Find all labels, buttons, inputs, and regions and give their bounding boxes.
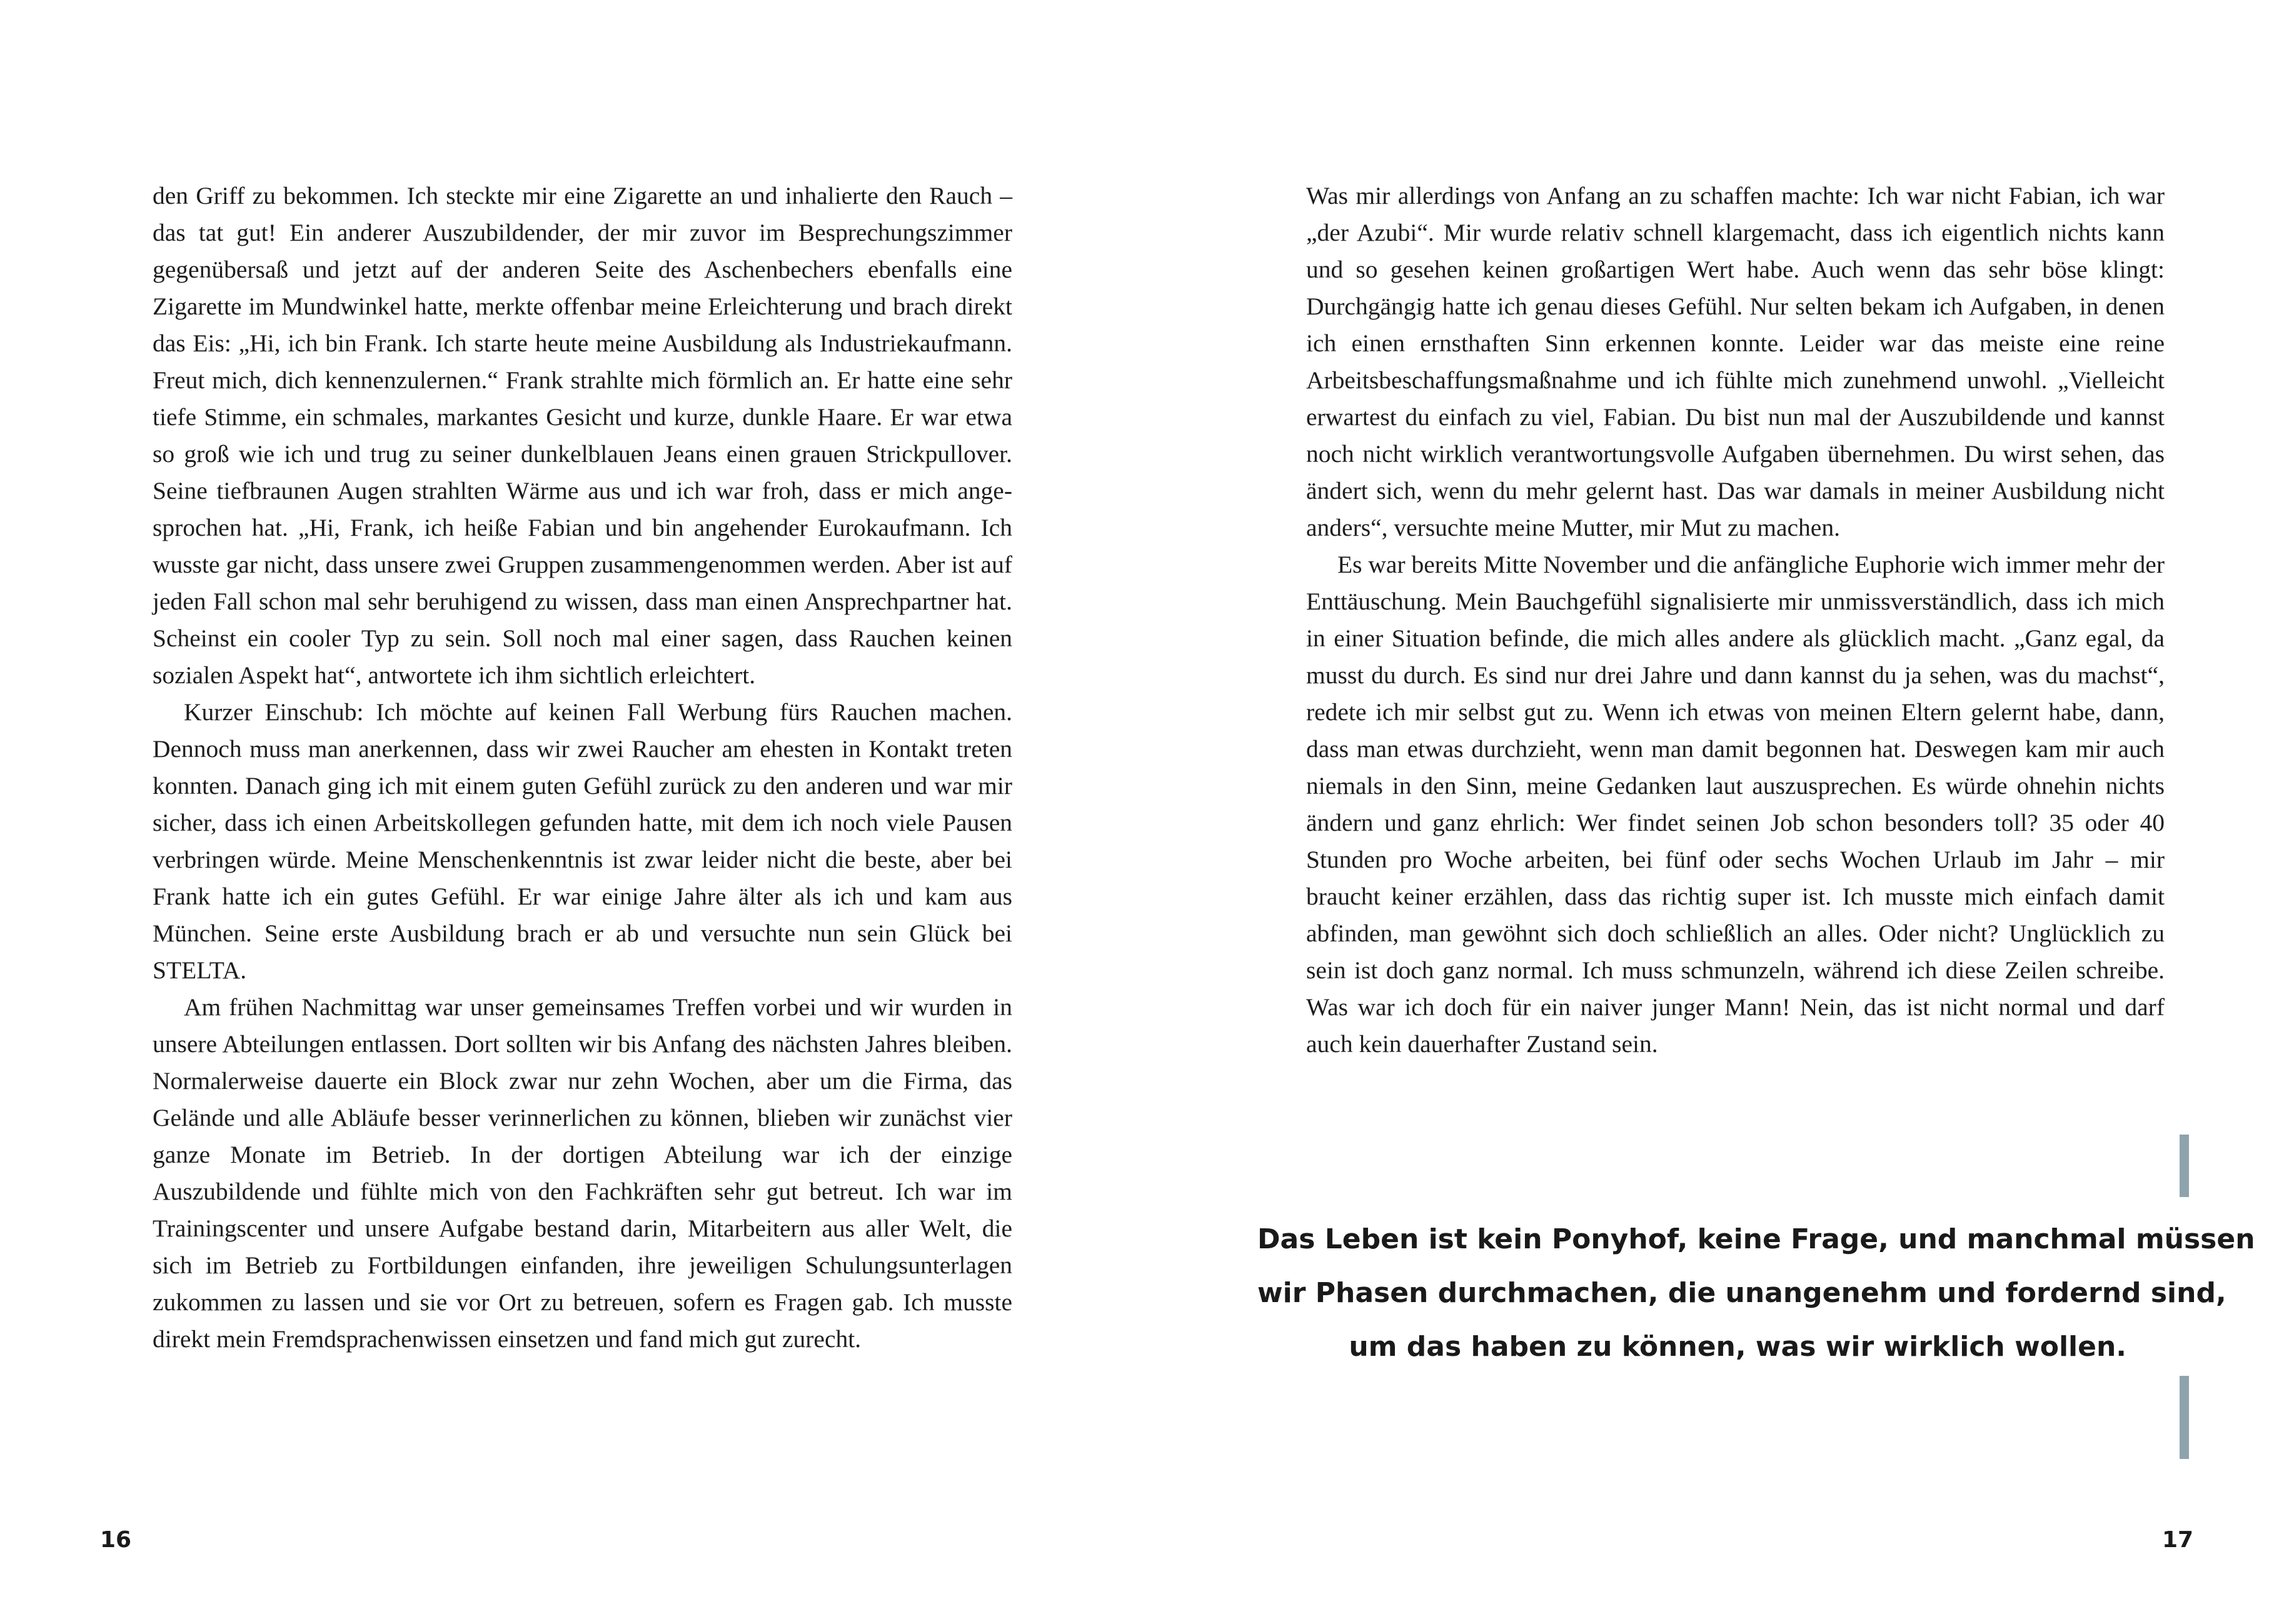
page-number: 16 [100, 1527, 132, 1553]
left-page [0, 0, 1144, 1624]
pull-quote [1257, 1213, 2255, 1374]
right-page [1145, 0, 2289, 1624]
page-number: 17 [2162, 1527, 2194, 1553]
paragraph: Am frühen Nachmittag war unser gemeinsames Treffen vorbei und wir wurden in unsere Abteilungen entlassen. Dort sollten wir bis Anfang des nächsten Jahres bleiben. Normalerweise dauerte ein Block zwar nur zehn Wochen, aber um die Firma, das Gelände und alle Abläufe besser verinnerlichen zu können, blieben wir zunächst vier ganze Monate im Betrieb. In der dortigen Abteilung war ich der einzige Auszubildende und fühlte mich von den Fachkräften sehr gut betreut. Ich war im Trainingscenter und unsere Aufgabe bestand darin, Mitarbeitern aus aller Welt, die sich im Betrieb zu Fortbildungen einfanden, ihre jeweiligen Schulungsunterlagen zukommen zu lassen und sie vor Ort zu betreuen, sofern es Fragen gab. Ich musste direkt mein Fremdsprachenwissen einsetzen und fand mich gut zurecht. [153, 993, 1012, 1353]
paragraph: Was mir allerdings von Anfang an zu schaffen machte: Ich war nicht Fabian, ich war „der Azubi“. Mir wurde relativ schnell klargemacht, dass ich eigentlich nichts kann und so gesehen keinen großartigen Wert habe. Auch wenn das sehr böse klingt: Durchgängig hatte ich genau dieses Gefühl. Nur selten bekam ich Aufgaben, in denen ich einen ernsthaften Sinn erkennen konnte. Leider war das meiste eine reine Arbeitsbeschaffungsmaßnahme und ich fühlte mich zunehmend unwohl. „Vielleicht erwartest du einfach zu viel, Fabian. Du bist nun mal der Auszubildende und kannst noch nicht wirklich verantwortungsvolle Aufgaben übernehmen. Du wirst sehen, das ändert sich, wenn du mehr gelernt hast. Das war damals in meiner Ausbildung nicht anders“, versuchte meine Mutter, mir Mut zu machen. [1306, 182, 2165, 541]
body-text-column [1306, 178, 2165, 1063]
paragraph: Kurzer Einschub: Ich möchte auf keinen Fall Werbung fürs Rauchen machen. Dennoch muss man anerkennen, dass wir zwei Raucher am ehesten in Kontakt treten konnten. Danach ging ich mit einem guten Gefühl zurück zu den anderen und war mir sicher, dass ich einen Arbeitskollegen gefunden hatte, mit dem ich noch viele Pausen verbringen würde. Meine Menschenkenntnis ist zwar leider nicht die beste, aber bei Frank hatte ich ein gutes Gefühl. Er war einige Jahre älter als ich und kam aus München. Seine erste Ausbildung brach er ab und versuchte nun sein Glück bei STELTA. [153, 698, 1012, 984]
body-text-column [153, 178, 1012, 1358]
pull-quote-line: wir Phasen durchmachen, die unangenehm und fordernd sind, [1257, 1277, 2226, 1309]
pull-quote-line: Das Leben ist kein Ponyhof, keine Frage, und manchmal müssen [1257, 1223, 2255, 1255]
paragraph: Es war bereits Mitte November und die anfängliche Euphorie wich immer mehr der Enttäuschung. Mein Bauchgefühl signalisierte mir unmissverständlich, dass ich mich in einer Situation befinde, die mich alles andere als glücklich macht. „Ganz egal, da musst du durch. Es sind nur drei Jahre und dann kannst du ja sehen, was du machst“, redete ich mir selbst gut zu. Wenn ich etwas von meinen Eltern gelernt habe, dann, dass man etwas durchzieht, wenn man damit begonnen hat. Deswegen kam mir auch niemals in den Sinn, meine Gedanken laut auszusprechen. Es würde ohnehin nichts ändern und ganz ehrlich: Wer findet seinen Job schon besonders toll? 35 oder 40 Stunden pro Woche arbeiten, bei fünf oder sechs Wochen Urlaub im Jahr – mir braucht keiner erzählen, dass das richtig super ist. Ich musste mich einfach damit abfinden, man gewöhnt sich doch schließlich an alles. Oder nicht? Unglücklich zu sein ist doch ganz normal. Ich muss schmunzeln, während ich diese Zeilen schreibe. Was war ich doch für ein naiver junger Mann! Nein, das ist nicht normal und darf auch kein dauerhafter Zustand sein. [1306, 551, 2165, 1058]
pull-quote-line: um das haben zu können, was wir wirklich wollen. [1349, 1331, 2126, 1363]
quote-accent-bar-top [2180, 1135, 2189, 1197]
paragraph: den Griff zu bekommen. Ich steckte mir eine Zigarette an und inhalierte den Rauch – das tat gut! Ein anderer Auszubildender, der mir zuvor im Besprechungszimmer gegenübersaß und jetzt auf der anderen Seite des Aschenbechers ebenfalls eine Zigarette im Mundwinkel hatte, merkte offenbar meine Erleichterung und brach direkt das Eis: „Hi, ich bin Frank. Ich starte heute meine Ausbildung als Industriekaufmann. Freut mich, dich kennenzulernen.“ Frank strahlte mich förmlich an. Er hatte eine sehr tiefe Stimme, ein schmales, markantes Gesicht und kurze, dunkle Haare. Er war etwa so groß wie ich und trug zu seiner dunkelblauen Jeans einen grauen Strickpullover. Seine tiefbraunen Augen strahlten Wärme aus und ich war froh, dass er mich angesprochen hat. „Hi, Frank, ich heiße Fabian und bin angehender Eurokaufmann. Ich wusste gar nicht, dass unsere zwei Gruppen zusammengenommen werden. Aber ist auf jeden Fall schon mal sehr beruhigend zu wissen, dass man einen Ansprechpartner hat. Scheinst ein cooler Typ zu sein. Soll noch mal einer sagen, dass Rauchen keinen sozialen Aspekt hat“, antwortete ich ihm sichtlich erleichtert. [153, 182, 1012, 689]
quote-accent-bar-bottom [2180, 1376, 2189, 1459]
